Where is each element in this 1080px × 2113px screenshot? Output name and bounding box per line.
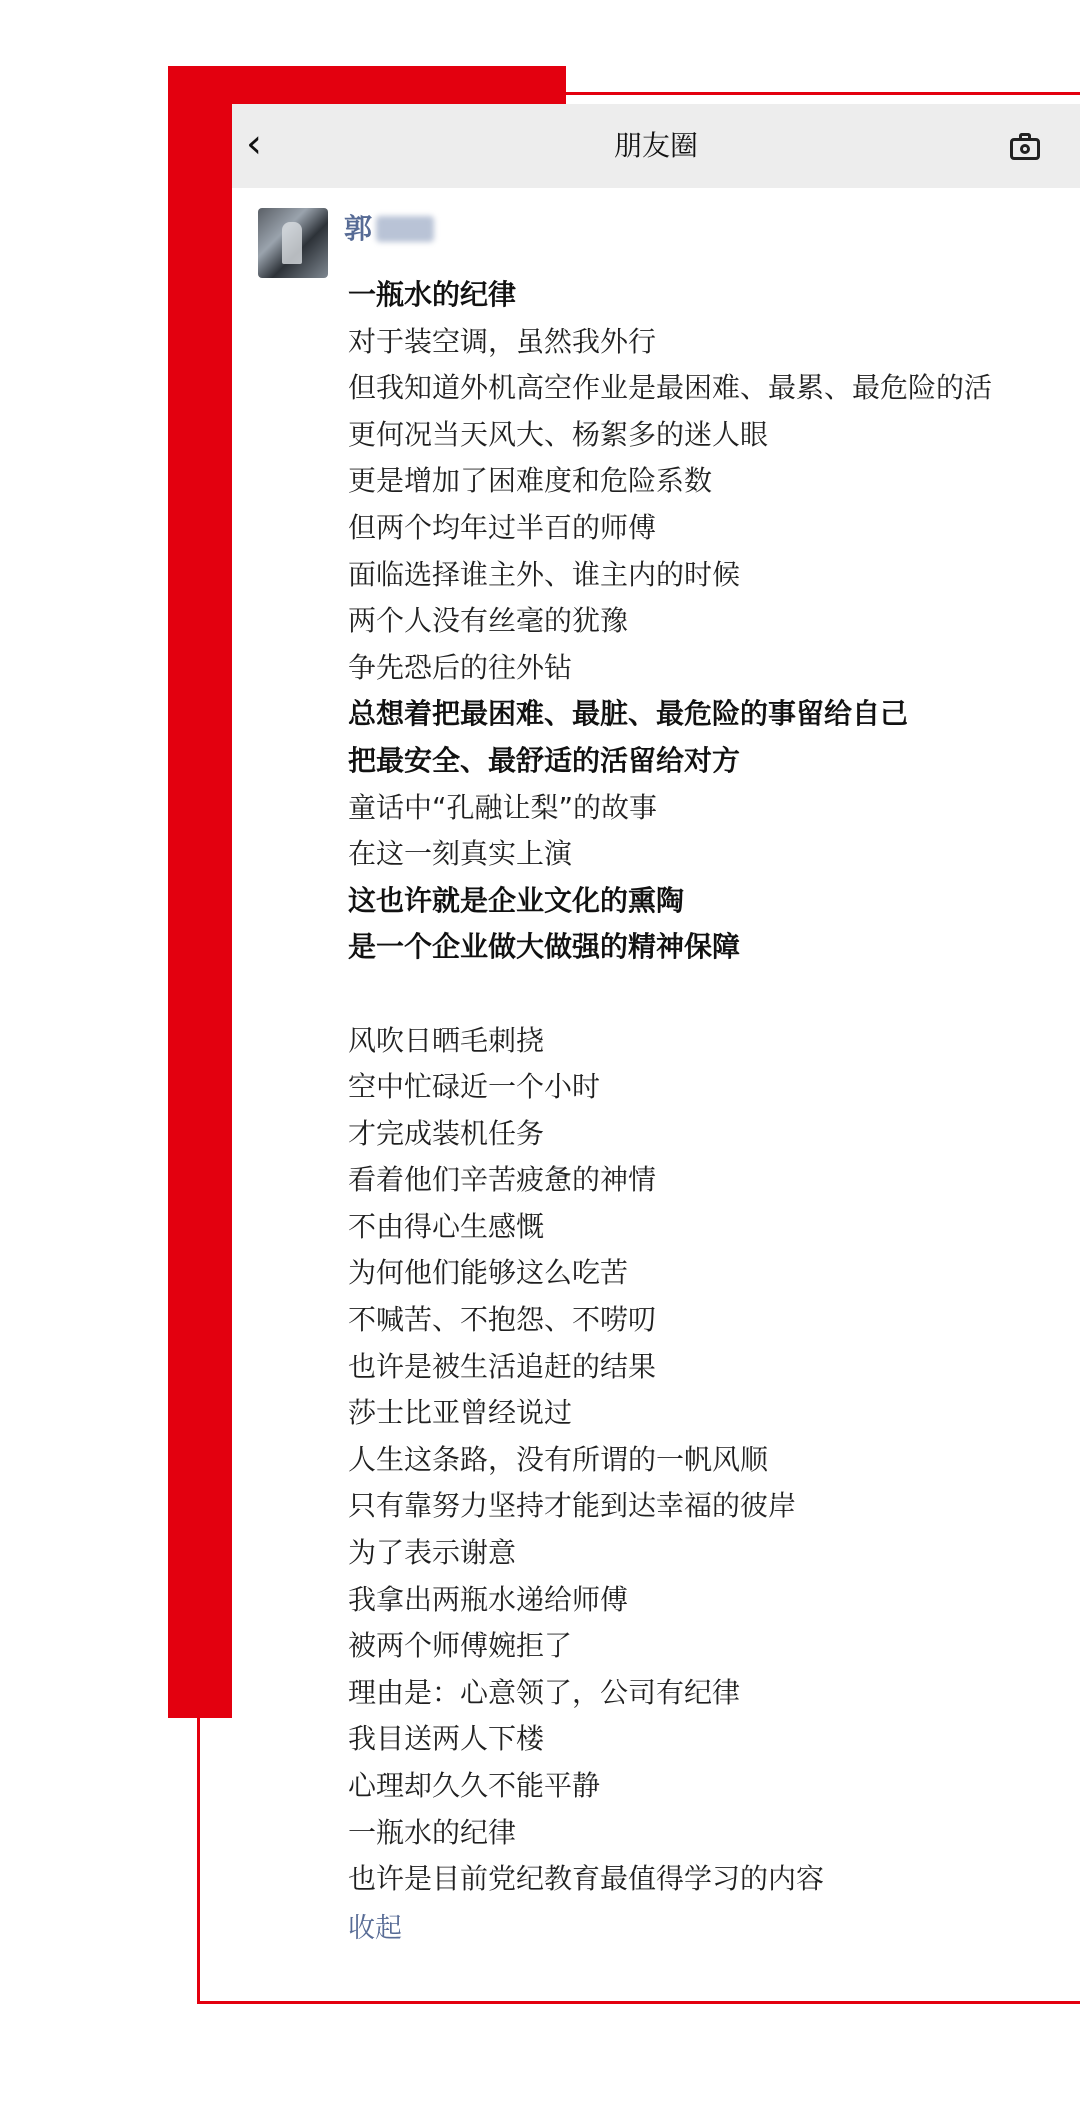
post-line: 一瓶水的纪律 xyxy=(348,1815,517,1849)
post-line: 总想着把最困难、最脏、最危险的事留给自己 xyxy=(348,697,909,731)
post-line: 风吹日晒毛刺挠 xyxy=(348,1023,545,1057)
post-line: 空中忙碌近一个小时 xyxy=(348,1070,601,1104)
post-line: 理由是：心意领了，公司有纪律 xyxy=(348,1675,741,1709)
post-line: 我拿出两瓶水递给师傅 xyxy=(348,1582,629,1616)
post-line: 只有靠努力坚持才能到达幸福的彼岸 xyxy=(348,1489,797,1523)
post-line: 也许是目前党纪教育最值得学习的内容 xyxy=(348,1862,825,1896)
navigation-bar xyxy=(232,104,1080,188)
post-line: 看着他们辛苦疲惫的神情 xyxy=(348,1163,657,1197)
post-line: 但两个均年过半百的师傅 xyxy=(348,510,657,544)
author-name[interactable] xyxy=(344,212,434,246)
post-line: 人生这条路，没有所谓的一帆风顺 xyxy=(348,1442,769,1476)
moments-screenshot xyxy=(232,104,1080,1984)
post-line: 更何况当天风大、杨絮多的迷人眼 xyxy=(348,417,769,451)
blurred-name xyxy=(376,216,434,242)
post-line: 把最安全、最舒适的活留给对方 xyxy=(348,743,741,777)
post-line: 莎士比亚曾经说过 xyxy=(348,1396,573,1430)
post-line xyxy=(348,971,1068,1018)
page-title: 朋友圈 xyxy=(613,129,698,162)
collapse-link[interactable]: 收起 xyxy=(348,1913,402,1944)
post-line: 才完成装机任务 xyxy=(348,1116,545,1150)
post-line: 童话中“孔融让梨”的故事 xyxy=(348,790,658,824)
avatar[interactable] xyxy=(258,208,328,278)
post-line: 为了表示谢意 xyxy=(348,1536,517,1570)
post-line: 也许是被生活追赶的结果 xyxy=(348,1349,657,1383)
post-line: 但我知道外机高空作业是最困难、最累、最危险的活 xyxy=(348,371,993,405)
post-line: 是一个企业做大做强的精神保障 xyxy=(348,930,741,964)
post-line: 心理却久久不能平静 xyxy=(348,1769,601,1802)
post-line: 两个人没有丝毫的犹豫 xyxy=(348,604,629,638)
author-name-text: 郭 xyxy=(344,212,373,245)
post-body xyxy=(348,272,1068,1903)
camera-lens xyxy=(1020,144,1030,154)
post-line: 更是增加了困难度和危险系数 xyxy=(348,464,713,498)
post-line: 不由得心生感慨 xyxy=(348,1209,545,1243)
post-line: 被两个师傅婉拒了 xyxy=(348,1629,573,1663)
camera-icon[interactable] xyxy=(1010,138,1040,160)
post-line: 不喊苦、不抱怨、不唠叨 xyxy=(348,1303,657,1337)
post-line: 面临选择谁主外、谁主内的时候 xyxy=(348,557,741,591)
post-line: 在这一刻真实上演 xyxy=(348,837,573,871)
post-line: 对于装空调，虽然我外行 xyxy=(348,324,657,358)
chevron-left-icon[interactable]: ‹ xyxy=(246,121,262,167)
post-line: 争先恐后的往外钻 xyxy=(348,650,573,684)
post-line: 一瓶水的纪律 xyxy=(348,278,517,311)
post-line: 为何他们能够这么吃苦 xyxy=(348,1256,629,1290)
post-line: 这也许就是企业文化的熏陶 xyxy=(348,883,685,917)
post-line: 我目送两人下楼 xyxy=(348,1722,545,1756)
